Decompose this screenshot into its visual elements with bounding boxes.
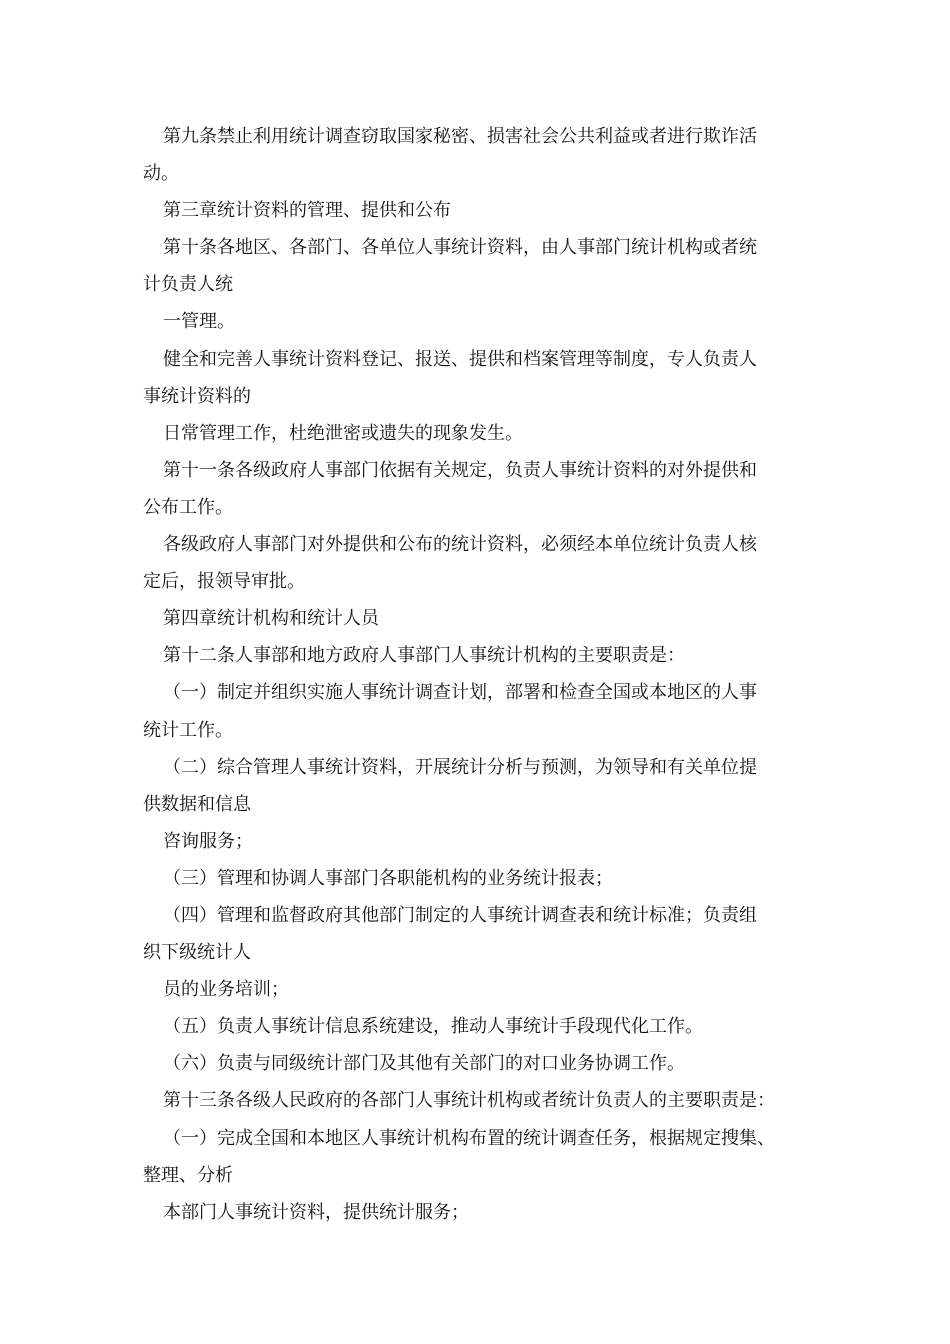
- chapter-heading: 第三章统计资料的管理、提供和公布: [163, 200, 451, 222]
- paragraph-line: 第十二条人事部和地方政府人事部门人事统计机构的主要职责是：: [163, 645, 685, 667]
- list-item-line: （四）管理和监督政府其他部门制定的人事统计调查表和统计标准；负责组: [163, 904, 757, 926]
- list-item-line: 整理、分析: [143, 1164, 233, 1186]
- paragraph-line: 一管理。: [163, 311, 235, 333]
- paragraph-line: 健全和完善人事统计资料登记、报送、提供和档案管理等制度，专人负责人: [163, 348, 757, 370]
- list-item-line: （五）负责人事统计信息系统建设，推动人事统计手段现代化工作。: [163, 1016, 703, 1038]
- list-item-line: 员的业务培训；: [163, 979, 289, 1001]
- list-item-line: 织下级统计人: [143, 942, 251, 964]
- list-item-line: （三）管理和协调人事部门各职能机构的业务统计报表；: [163, 867, 613, 889]
- paragraph-line: 日常管理工作，杜绝泄密或遗失的现象发生。: [163, 422, 523, 444]
- list-item-line: （六）负责与同级统计部门及其他有关部门的对口业务协调工作。: [163, 1053, 685, 1075]
- paragraph-line: 第十三条各级人民政府的各部门人事统计机构或者统计负责人的主要职责是：: [163, 1090, 775, 1112]
- paragraph-line: 公布工作。: [143, 496, 233, 518]
- list-item-line: （一）完成全国和本地区人事统计机构布置的统计调查任务，根据规定搜集、: [163, 1127, 775, 1149]
- list-item-line: （二）综合管理人事统计资料，开展统计分析与预测，为领导和有关单位提: [163, 756, 757, 778]
- paragraph-line: 各级政府人事部门对外提供和公布的统计资料，必须经本单位统计负责人核: [163, 534, 757, 556]
- paragraph-line: 第十一条各级政府人事部门依据有关规定，负责人事统计资料的对外提供和: [163, 459, 757, 481]
- document-body: [143, 118, 815, 1231]
- list-item-line: （一）制定并组织实施人事统计调查计划，部署和检查全国或本地区的人事: [163, 682, 757, 704]
- list-item-line: 本部门人事统计资料，提供统计服务；: [163, 1201, 469, 1223]
- paragraph-line: 事统计资料的: [143, 385, 251, 407]
- list-item-line: 供数据和信息: [143, 793, 251, 815]
- list-item-line: 统计工作。: [143, 719, 233, 741]
- paragraph-line: 动。: [143, 163, 179, 185]
- list-item-line: 咨询服务；: [163, 830, 253, 852]
- paragraph-line: 定后，报领导审批。: [143, 571, 305, 593]
- paragraph-line: 计负责人统: [143, 274, 233, 296]
- paragraph-line: 第九条禁止利用统计调查窃取国家秘密、损害社会公共利益或者进行欺诈活: [163, 126, 757, 147]
- chapter-heading: 第四章统计机构和统计人员: [163, 608, 379, 630]
- paragraph-line: 第十条各地区、各部门、各单位人事统计资料，由人事部门统计机构或者统: [163, 237, 757, 259]
